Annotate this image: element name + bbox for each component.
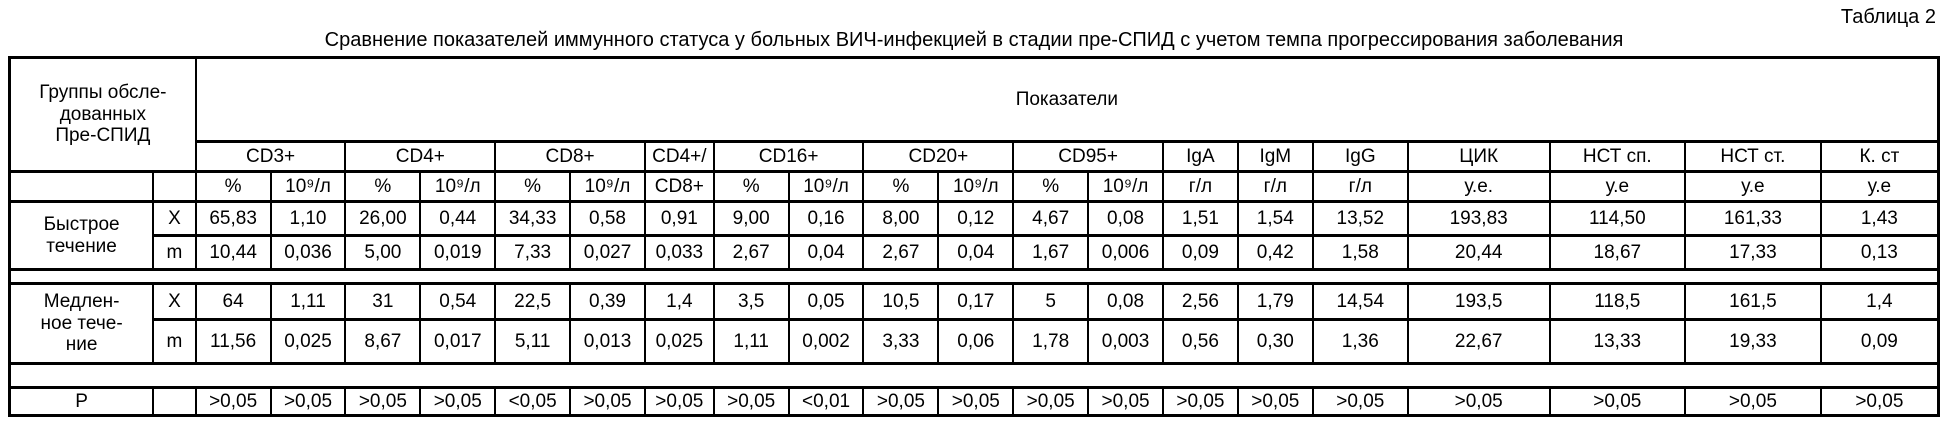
fast-m-value-cell: 0,13	[1821, 236, 1939, 270]
slow-x-value-cell: 10,5	[863, 284, 938, 320]
marker-k-st: К. ст	[1821, 142, 1939, 172]
unit-cell: 10⁹/л	[938, 172, 1013, 202]
p-label: Р	[10, 388, 154, 416]
fast-m-value-cell: 2,67	[714, 236, 789, 270]
p-value-row	[10, 388, 1939, 416]
unit-cell: %	[714, 172, 789, 202]
fast-m-value-cell: 17,33	[1685, 236, 1821, 270]
fast-x-value-cell: 1,43	[1821, 202, 1939, 236]
slow-group-m-row	[10, 320, 1939, 364]
p-value-cell: >0,05	[1013, 388, 1088, 416]
fast-x-value-cell: 65,83	[196, 202, 271, 236]
marker-cd4: CD4+	[345, 142, 495, 172]
fast-x-value-cell: 34,33	[495, 202, 570, 236]
slow-m-value-cell: 0,025	[645, 320, 714, 364]
group-label-slow: Медлен- ное тече- ние	[10, 284, 154, 364]
fast-x-value-cell: 9,00	[714, 202, 789, 236]
slow-x-value-cell: 193,5	[1408, 284, 1550, 320]
unit-cell: 10⁹/л	[420, 172, 495, 202]
fast-group-m-row	[10, 236, 1939, 270]
table-number: Таблица 2	[1840, 6, 1936, 28]
empty-cell	[10, 172, 154, 202]
unit-cell: 10⁹/л	[570, 172, 645, 202]
p-value-cell: >0,05	[1550, 388, 1686, 416]
corner-cell: Группы обсле- дованных Пре-СПИД	[10, 58, 196, 172]
slow-x-value-cell: 5	[1013, 284, 1088, 320]
unit-cell: у.е	[1685, 172, 1821, 202]
empty-cell	[153, 388, 196, 416]
fast-x-value-cell: 0,16	[789, 202, 864, 236]
p-value-cell: >0,05	[345, 388, 420, 416]
slow-m-value-cell: 22,67	[1408, 320, 1550, 364]
marker-igg: IgG	[1313, 142, 1408, 172]
p-value-cell: >0,05	[645, 388, 714, 416]
marker-nst-sp: НСТ сп.	[1550, 142, 1686, 172]
unit-cell: %	[863, 172, 938, 202]
slow-m-value-cell: 1,36	[1313, 320, 1408, 364]
slow-x-value-cell: 0,17	[938, 284, 1013, 320]
slow-x-value-cell: 2,56	[1163, 284, 1238, 320]
unit-cell: 10⁹/л	[1088, 172, 1163, 202]
unit-cell: у.е	[1821, 172, 1939, 202]
slow-m-value-cell: 0,025	[271, 320, 346, 364]
fast-x-value-cell: 26,00	[345, 202, 420, 236]
fast-x-value-cell: 1,51	[1163, 202, 1238, 236]
slow-x-value-cell: 1,11	[271, 284, 346, 320]
p-value-cell: >0,05	[1163, 388, 1238, 416]
p-value-cell: <0,01	[789, 388, 864, 416]
unit-cell: CD8+	[645, 172, 714, 202]
p-value-cell: >0,05	[1685, 388, 1821, 416]
fast-x-value-cell: 13,52	[1313, 202, 1408, 236]
fast-x-value-cell: 1,10	[271, 202, 346, 236]
slow-m-value-cell: 0,002	[789, 320, 864, 364]
fast-m-value-cell: 18,67	[1550, 236, 1686, 270]
slow-m-value-cell: 1,11	[714, 320, 789, 364]
marker-igm: IgM	[1238, 142, 1313, 172]
p-value-cell: >0,05	[570, 388, 645, 416]
fast-m-value-cell: 0,04	[789, 236, 864, 270]
stat-m-label: m	[153, 320, 196, 364]
unit-cell: %	[1013, 172, 1088, 202]
stat-x-label: X	[153, 202, 196, 236]
slow-m-value-cell: 0,56	[1163, 320, 1238, 364]
p-value-cell: >0,05	[420, 388, 495, 416]
p-value-cell: >0,05	[1238, 388, 1313, 416]
slow-m-value-cell: 1,78	[1013, 320, 1088, 364]
stat-x-label: X	[153, 284, 196, 320]
marker-cd95: CD95+	[1013, 142, 1163, 172]
fast-m-value-cell: 2,67	[863, 236, 938, 270]
slow-m-value-cell: 11,56	[196, 320, 271, 364]
fast-m-value-cell: 0,033	[645, 236, 714, 270]
unit-cell: 10⁹/л	[789, 172, 864, 202]
p-value-cell: >0,05	[196, 388, 271, 416]
fast-m-value-cell: 20,44	[1408, 236, 1550, 270]
slow-m-value-cell: 13,33	[1550, 320, 1686, 364]
p-value-cell: >0,05	[271, 388, 346, 416]
marker-nst-st: НСТ ст.	[1685, 142, 1821, 172]
fast-m-value-cell: 0,04	[938, 236, 1013, 270]
unit-cell: у.е.	[1408, 172, 1550, 202]
slow-x-value-cell: 161,5	[1685, 284, 1821, 320]
unit-cell: 10⁹/л	[271, 172, 346, 202]
unit-cell: %	[495, 172, 570, 202]
p-value-cell: >0,05	[1408, 388, 1550, 416]
slow-m-value-cell: 0,017	[420, 320, 495, 364]
fast-m-value-cell: 0,09	[1163, 236, 1238, 270]
fast-m-value-cell: 0,036	[271, 236, 346, 270]
fast-m-value-cell: 0,027	[570, 236, 645, 270]
slow-x-value-cell: 64	[196, 284, 271, 320]
marker-cd8: CD8+	[495, 142, 645, 172]
table-caption: Сравнение показателей иммунного статуса у больных ВИЧ-инфекцией в стадии пре-СПИД с учетом темпа прогрессирования заболевания	[324, 29, 1624, 51]
slow-x-value-cell: 31	[345, 284, 420, 320]
fast-x-value-cell: 161,33	[1685, 202, 1821, 236]
marker-cik: ЦИК	[1408, 142, 1550, 172]
p-value-cell: >0,05	[938, 388, 1013, 416]
unit-cell: %	[345, 172, 420, 202]
marker-cd3: CD3+	[196, 142, 346, 172]
fast-m-value-cell: 0,42	[1238, 236, 1313, 270]
fast-x-value-cell: 1,54	[1238, 202, 1313, 236]
fast-m-value-cell: 1,67	[1013, 236, 1088, 270]
unit-cell: г/л	[1313, 172, 1408, 202]
slow-m-value-cell: 0,30	[1238, 320, 1313, 364]
fast-x-value-cell: 0,58	[570, 202, 645, 236]
slow-m-value-cell: 8,67	[345, 320, 420, 364]
slow-x-value-cell: 0,39	[570, 284, 645, 320]
header-row-markers	[10, 142, 1939, 172]
slow-m-value-cell: 3,33	[863, 320, 938, 364]
spacer-cell	[10, 270, 1939, 284]
fast-x-value-cell: 0,44	[420, 202, 495, 236]
fast-m-value-cell: 0,006	[1088, 236, 1163, 270]
slow-m-value-cell: 5,11	[495, 320, 570, 364]
title-block	[0, 0, 1948, 56]
stat-m-label: m	[153, 236, 196, 270]
fast-m-value-cell: 0,019	[420, 236, 495, 270]
fast-group-x-row	[10, 202, 1939, 236]
slow-x-value-cell: 0,54	[420, 284, 495, 320]
indicators-header: Показатели	[196, 58, 1939, 142]
immune-status-table	[8, 56, 1940, 417]
slow-x-value-cell: 1,79	[1238, 284, 1313, 320]
p-value-cell: >0,05	[1821, 388, 1939, 416]
slow-m-value-cell: 0,003	[1088, 320, 1163, 364]
fast-x-value-cell: 114,50	[1550, 202, 1686, 236]
group-label-fast: Быстрое течение	[10, 202, 154, 270]
spacer-row	[10, 270, 1939, 284]
slow-x-value-cell: 3,5	[714, 284, 789, 320]
fast-x-value-cell: 0,08	[1088, 202, 1163, 236]
fast-x-value-cell: 4,67	[1013, 202, 1088, 236]
slow-x-value-cell: 1,4	[645, 284, 714, 320]
p-value-cell: <0,05	[495, 388, 570, 416]
p-value-cell: >0,05	[1088, 388, 1163, 416]
fast-x-value-cell: 8,00	[863, 202, 938, 236]
spacer-cell	[10, 364, 1939, 388]
slow-x-value-cell: 118,5	[1550, 284, 1686, 320]
unit-cell: г/л	[1163, 172, 1238, 202]
fast-m-value-cell: 10,44	[196, 236, 271, 270]
slow-x-value-cell: 0,05	[789, 284, 864, 320]
fast-x-value-cell: 193,83	[1408, 202, 1550, 236]
fast-x-value-cell: 0,91	[645, 202, 714, 236]
fast-m-value-cell: 5,00	[345, 236, 420, 270]
header-row-top	[10, 58, 1939, 142]
slow-x-value-cell: 14,54	[1313, 284, 1408, 320]
slow-m-value-cell: 19,33	[1685, 320, 1821, 364]
slow-m-value-cell: 0,09	[1821, 320, 1939, 364]
marker-cd4cd8-top: CD4+/	[645, 142, 714, 172]
unit-cell: г/л	[1238, 172, 1313, 202]
slow-group-x-row	[10, 284, 1939, 320]
header-row-units	[10, 172, 1939, 202]
p-value-cell: >0,05	[1313, 388, 1408, 416]
p-value-cell: >0,05	[863, 388, 938, 416]
marker-cd16: CD16+	[714, 142, 864, 172]
marker-iga: IgA	[1163, 142, 1238, 172]
slow-x-value-cell: 1,4	[1821, 284, 1939, 320]
slow-m-value-cell: 0,013	[570, 320, 645, 364]
slow-m-value-cell: 0,06	[938, 320, 1013, 364]
p-value-cell: >0,05	[714, 388, 789, 416]
marker-cd20: CD20+	[863, 142, 1013, 172]
spacer-row	[10, 364, 1939, 388]
unit-cell: у.е	[1550, 172, 1686, 202]
unit-cell: %	[196, 172, 271, 202]
fast-x-value-cell: 0,12	[938, 202, 1013, 236]
slow-x-value-cell: 0,08	[1088, 284, 1163, 320]
fast-m-value-cell: 1,58	[1313, 236, 1408, 270]
empty-cell	[153, 172, 196, 202]
slow-x-value-cell: 22,5	[495, 284, 570, 320]
fast-m-value-cell: 7,33	[495, 236, 570, 270]
